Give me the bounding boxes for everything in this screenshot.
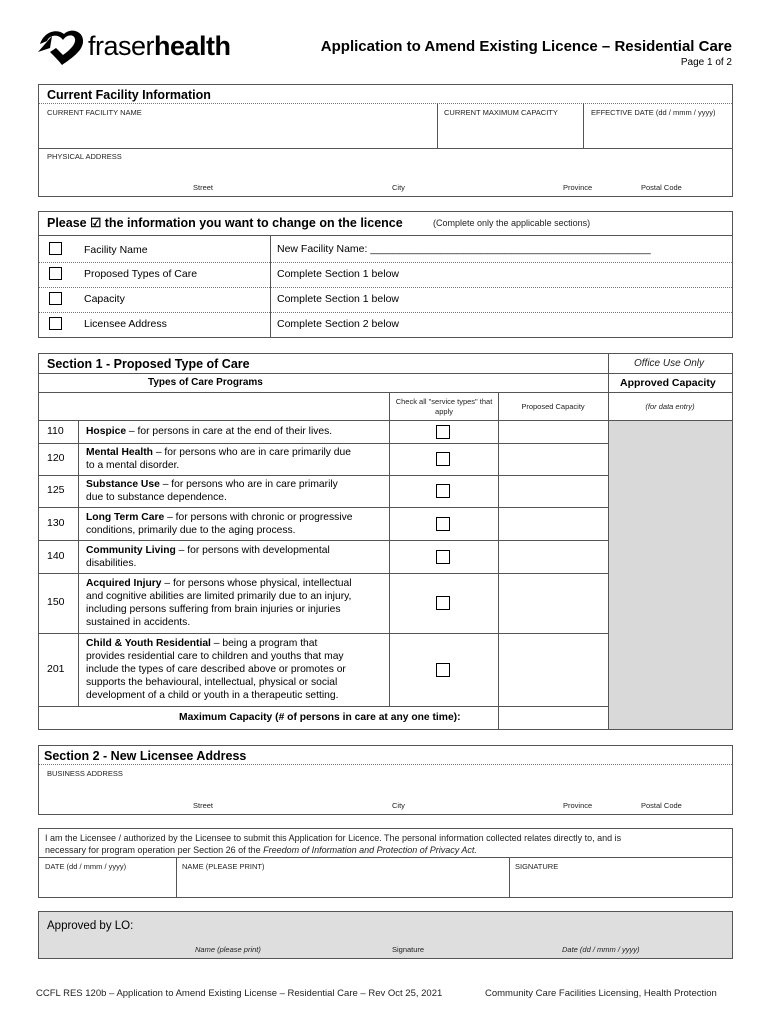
city-label: City [392,183,405,192]
province-label: Province [563,183,593,192]
care-program-code: 201 [47,662,65,675]
care-program-description: Child & Youth Residential – being a program that provides residential care to children and youths that may include the types of care described above or promotes or supports the behavioural, intellectual, physical or social development of a child or youth in a therapeutic setting. [86,638,346,701]
city-label-2: City [392,801,405,810]
checkbox-licensee-address[interactable] [49,317,62,330]
current-capacity-field[interactable]: CURRENT MAXIMUM CAPACITY [444,108,558,117]
office-use-label: Office Use Only [634,358,705,369]
approved-by-label: Approved by LO: [47,920,134,932]
care-program-code: 125 [47,484,65,496]
facility-name-field[interactable]: CURRENT FACILITY NAME [47,108,142,117]
proposed-capacity-input-120[interactable] [500,444,606,474]
section2-heading: Section 2 - New Licensee Address [44,749,247,763]
change-label-licensee-address: Licensee Address [84,318,167,330]
check-all-header: Check all "service types" that apply [395,397,493,416]
proposed-capacity-input-150[interactable] [500,574,606,632]
care-program-description: Mental Health – for persons who are in care primarily due to a mental disorder. [86,447,351,471]
new-facility-name-field[interactable]: New Facility Name: ________________________________________________ [277,243,651,255]
page-number: Page 1 of 2 [680,57,732,68]
fraserhealth-logo [36,24,231,70]
proposed-capacity-input-201[interactable] [500,634,606,705]
care-program-description: Hospice – for persons in care at the end of their lives. [86,426,333,437]
change-action-types-of-care: Complete Section 1 below [277,268,399,280]
care-program-code: 120 [47,452,65,464]
care-program-description: Substance Use – for persons who are in care primarily due to substance dependence. [86,479,338,503]
change-label-types-of-care: Proposed Types of Care [84,268,198,280]
service-type-checkbox-150[interactable] [436,596,450,610]
approver-name-label: Name (please print) [195,945,261,954]
approver-signature-label: Signature [392,945,425,954]
change-action-capacity: Complete Section 1 below [277,293,399,305]
checkbox-capacity[interactable] [49,292,62,305]
footer-department: Community Care Facilities Licensing, Health Protection [485,988,717,999]
care-program-description: Long Term Care – for persons with chronic or progressive conditions, primarily due to the aging process. [86,511,353,536]
date-field[interactable]: DATE (dd / mmm / yyyy) [45,862,127,871]
approval-date-label: Date (dd / mmm / yyyy) [562,945,640,954]
current-facility-heading: Current Facility Information [47,88,211,102]
change-label-capacity: Capacity [84,293,125,305]
service-type-checkbox-201[interactable] [436,663,450,677]
max-capacity-input[interactable] [498,706,609,730]
form-title: Application to Amend Existing Licence – Residential Care [320,38,732,55]
proposed-capacity-header: Proposed Capacity [521,402,585,411]
service-type-checkbox-140[interactable] [436,550,450,564]
postal-code-label-2: Postal Code [641,801,682,810]
street-label-2: Street [193,801,214,810]
care-program-code: 110 [47,424,64,437]
programs-heading: Types of Care Programs [148,377,263,388]
service-type-checkbox-110[interactable] [436,425,450,439]
data-entry-header: (for data entry) [645,402,695,411]
service-type-checkbox-120[interactable] [436,452,450,466]
maximum-capacity-label: Maximum Capacity (# of persons in care at any one time): [179,712,461,723]
name-print-field[interactable]: NAME (PLEASE PRINT) [182,862,265,871]
change-checklist-heading: Please ☑ the information you want to change on the licence [47,216,403,230]
physical-address-field[interactable]: PHYSICAL ADDRESS [47,152,122,161]
province-label-2: Province [563,801,593,810]
declaration-text-2: necessary for program operation per Section 26 of the Freedom of Information and Protection of Privacy Act. [45,845,477,855]
care-program-code: 130 [47,516,65,529]
change-action-licensee-address: Complete Section 2 below [277,318,399,330]
care-program-description: Acquired Injury – for persons whose physical, intellectual and cognitive abilities are limited primarily due to an injury, including persons suffering from brain injuries or injuries sustained in accidents. [86,578,352,628]
approved-capacity-heading: Approved Capacity [620,377,716,389]
proposed-capacity-input-125[interactable] [500,476,606,506]
proposed-capacity-input-130[interactable] [500,508,606,539]
change-checklist-note: (Complete only the applicable sections) [433,218,591,228]
heart-logo-icon [36,24,86,68]
street-label: Street [193,183,214,192]
declaration-text-1: I am the Licensee / authorized by the Licensee to submit this Application for Licence. The personal information collected relates directly to, and is [45,833,622,843]
care-program-code: 140 [47,549,65,562]
checkbox-facility-name[interactable] [49,242,62,255]
section1-heading: Section 1 - Proposed Type of Care [47,357,250,371]
effective-date-field[interactable]: EFFECTIVE DATE (dd / mmm / yyyy) [591,108,716,117]
business-address-field[interactable]: BUSINESS ADDRESS [47,769,123,778]
care-program-description: Community Living – for persons with developmental disabilities. [86,544,330,569]
service-type-checkbox-125[interactable] [436,484,450,498]
logo-wordmark: fraserhealth [88,31,231,61]
checkbox-types-of-care[interactable] [49,267,62,280]
service-type-checkbox-130[interactable] [436,517,450,531]
proposed-capacity-input-110[interactable] [500,421,606,442]
footer-form-id: CCFL RES 120b – Application to Amend Existing License – Residential Care – Rev Oct 25, 2021 [36,988,443,999]
change-label-facility-name: Facility Name [84,244,148,256]
signature-field[interactable]: SIGNATURE [515,862,559,871]
postal-code-label: Postal Code [641,183,682,192]
care-program-code: 150 [47,596,65,608]
proposed-capacity-input-140[interactable] [500,541,606,572]
